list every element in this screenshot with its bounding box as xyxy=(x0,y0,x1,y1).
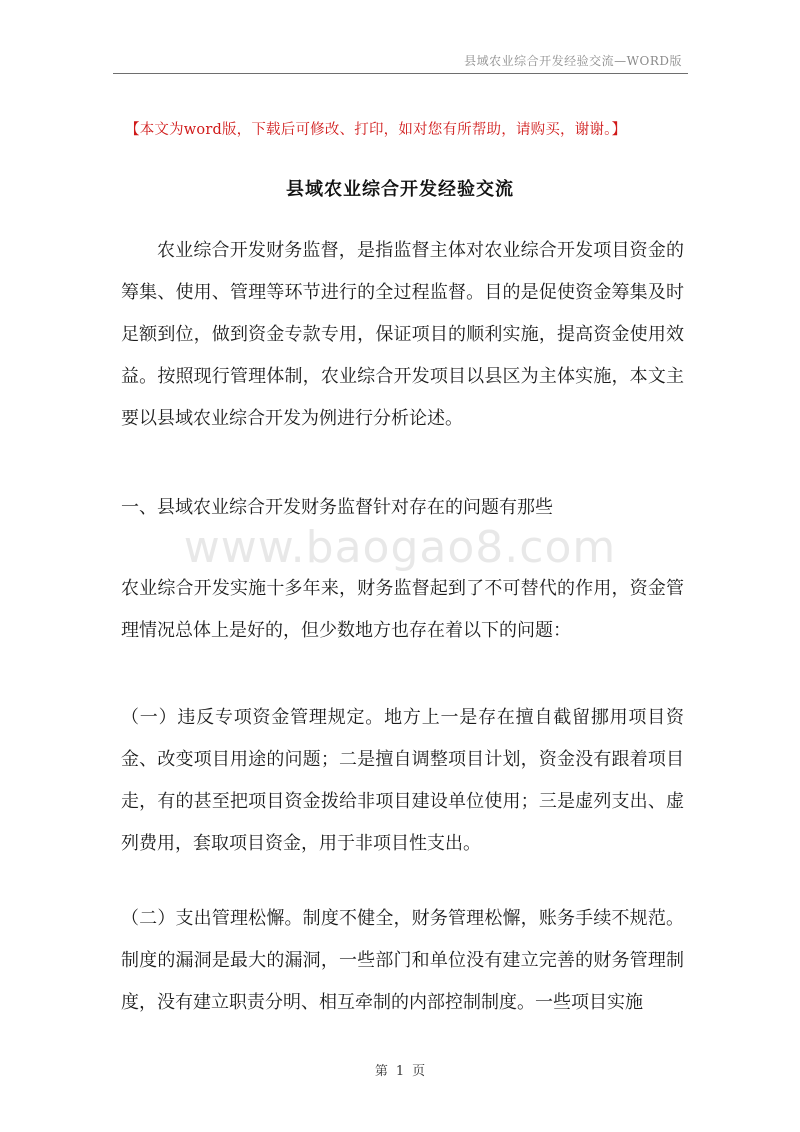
running-header: 县域农业综合开发经验交流—WORD版 xyxy=(464,54,682,68)
page-footer xyxy=(0,1060,800,1079)
header-divider xyxy=(113,73,688,74)
purchase-notice: 【本文为word版，下载后可修改、打印，如对您有所帮助，请购买，谢谢。】 xyxy=(125,122,627,138)
footer-suffix: 页 xyxy=(412,1064,426,1079)
watermark-text: www.baogao8.com xyxy=(183,522,617,573)
paragraph-issue-1: （一）违反专项资金管理规定。地方上一是存在擅自截留挪用项目资金、改变项目用途的问题；二是擅自调整项目计划，资金没有跟着项目走，有的甚至把项目资金拨给非项目建设单位使用；三是虚列支出、虚列费用，套取项目资金，用于非项目性支出。 xyxy=(121,707,684,854)
paragraph-overview: 农业综合开发实施十多年来，财务监督起到了不可替代的作用，资金管理情况总体上是好的，但少数地方也存在着以下的问题： xyxy=(121,578,684,641)
footer-prefix: 第 xyxy=(374,1064,388,1079)
page-number: 1 xyxy=(395,1064,405,1079)
section-heading: 一、县域农业综合开发财务监督针对存在的问题有那些 xyxy=(121,497,553,518)
paragraph-intro: 农业综合开发财务监督，是指监督主体对农业综合开发项目资金的筹集、使用、管理等环节进行的全过程监督。目的是促使资金筹集及时足额到位，做到资金专款专用，保证项目的顺利实施，提高资金使用效益。按照现行管理体制，农业综合开发项目以县区为主体实施，本文主要以县域农业综合开发为例进行分析论述。 xyxy=(121,240,684,429)
paragraph-issue-2: （二）支出管理松懈。制度不健全，财务管理松懈，账务手续不规范。制度的漏洞是最大的漏洞，一些部门和单位没有建立完善的财务管理制度，没有建立职责分明、相互牵制的内部控制制度。一些项目实施 xyxy=(121,908,684,1013)
document-title: 县域农业综合开发经验交流 xyxy=(286,179,514,200)
